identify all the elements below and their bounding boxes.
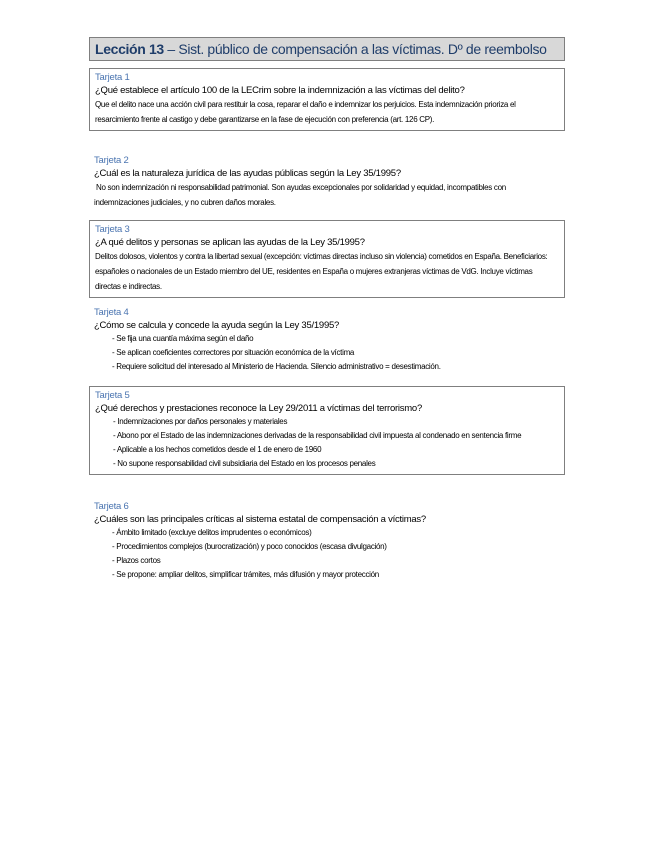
lesson-title: Sist. público de compensación a las víctimas. Dº de reembolso — [178, 41, 547, 57]
list-item: - Requiere solicitud del interesado al Ministerio de Hacienda. Silencio administrativo = desestimación. — [112, 360, 560, 374]
card-bullet-list — [94, 526, 560, 582]
card-label: Tarjeta 3 — [95, 224, 130, 235]
card-answer: No son indemnización ni responsabilidad patrimonial. Son ayudas excepcionales por solidaridad y equidad, incompatibles con indemnizaciones judiciales, y no cubren daños morales. — [94, 183, 506, 207]
card-question: ¿Cuál es la naturaleza jurídica de las ayudas públicas según la Ley 35/1995? — [94, 168, 401, 179]
card-question: ¿Qué derechos y prestaciones reconoce la Ley 29/2011 a víctimas del terrorismo? — [95, 403, 422, 414]
card-label: Tarjeta 4 — [94, 307, 129, 318]
card-answer: Que el delito nace una acción civil para restituir la cosa, reparar el daño e indemnizar los perjuicios. Esta indemnización prioriza el resarcimiento frente al castigo y debe garantizarse en la fase de ejecución con preferencia (art. 126 CP). — [95, 100, 516, 124]
card-label: Tarjeta 6 — [94, 501, 129, 512]
lesson-title-bar — [89, 37, 565, 61]
card-2 — [89, 152, 565, 213]
card-label: Tarjeta 5 — [95, 390, 130, 401]
list-item: - No supone responsabilidad civil subsidiaria del Estado en los procesos penales — [113, 457, 559, 471]
list-item: - Aplicable a los hechos cometidos desde el 1 de enero de 1960 — [113, 443, 559, 457]
card-bullet-list — [94, 332, 560, 374]
list-item: - Procedimientos complejos (burocratización) y poco conocidos (escasa divulgación) — [112, 540, 560, 554]
lesson-number: Lección 13 — [95, 41, 164, 57]
card-question: ¿Cuáles son las principales críticas al sistema estatal de compensación a víctimas? — [94, 514, 426, 525]
list-item: - Abono por el Estado de las indemnizaciones derivadas de la responsabilidad civil impuesta al condenado en sentencia firme — [113, 429, 559, 443]
title-separator: – — [163, 41, 179, 57]
card-1 — [89, 68, 565, 131]
card-label: Tarjeta 1 — [95, 72, 130, 83]
list-item: - Plazos cortos — [112, 554, 560, 568]
list-item: - Indemnizaciones por daños personales y materiales — [113, 415, 559, 429]
list-item: - Ámbito limitado (excluye delitos imprudentes o económicos) — [112, 526, 560, 540]
card-3 — [89, 220, 565, 298]
card-answer: Delitos dolosos, violentos y contra la libertad sexual (excepción: víctimas directas incluso sin violencia) cometidos en España. Beneficiarios: españoles o nacionales de un Estado miembro del UE, residentes en España o mujeres extranjeras víctimas de VdG. Incluye víctimas directas e indirectas. — [95, 252, 548, 291]
card-question: ¿A qué delitos y personas se aplican las ayudas de la Ley 35/1995? — [95, 237, 365, 248]
card-bullet-list — [95, 415, 559, 471]
card-6 — [89, 498, 565, 585]
list-item: - Se fija una cuantía máxima según el daño — [112, 332, 560, 346]
card-question: ¿Qué establece el artículo 100 de la LECrim sobre la indemnización a las víctimas del delito? — [95, 85, 465, 96]
card-4 — [89, 304, 565, 377]
card-question: ¿Cómo se calcula y concede la ayuda según la Ley 35/1995? — [94, 320, 340, 331]
card-5 — [89, 386, 565, 475]
list-item: - Se aplican coeficientes correctores por situación económica de la víctima — [112, 346, 560, 360]
list-item: - Se propone: ampliar delitos, simplificar trámites, más difusión y mayor protección — [112, 568, 560, 582]
card-label: Tarjeta 2 — [94, 155, 129, 166]
